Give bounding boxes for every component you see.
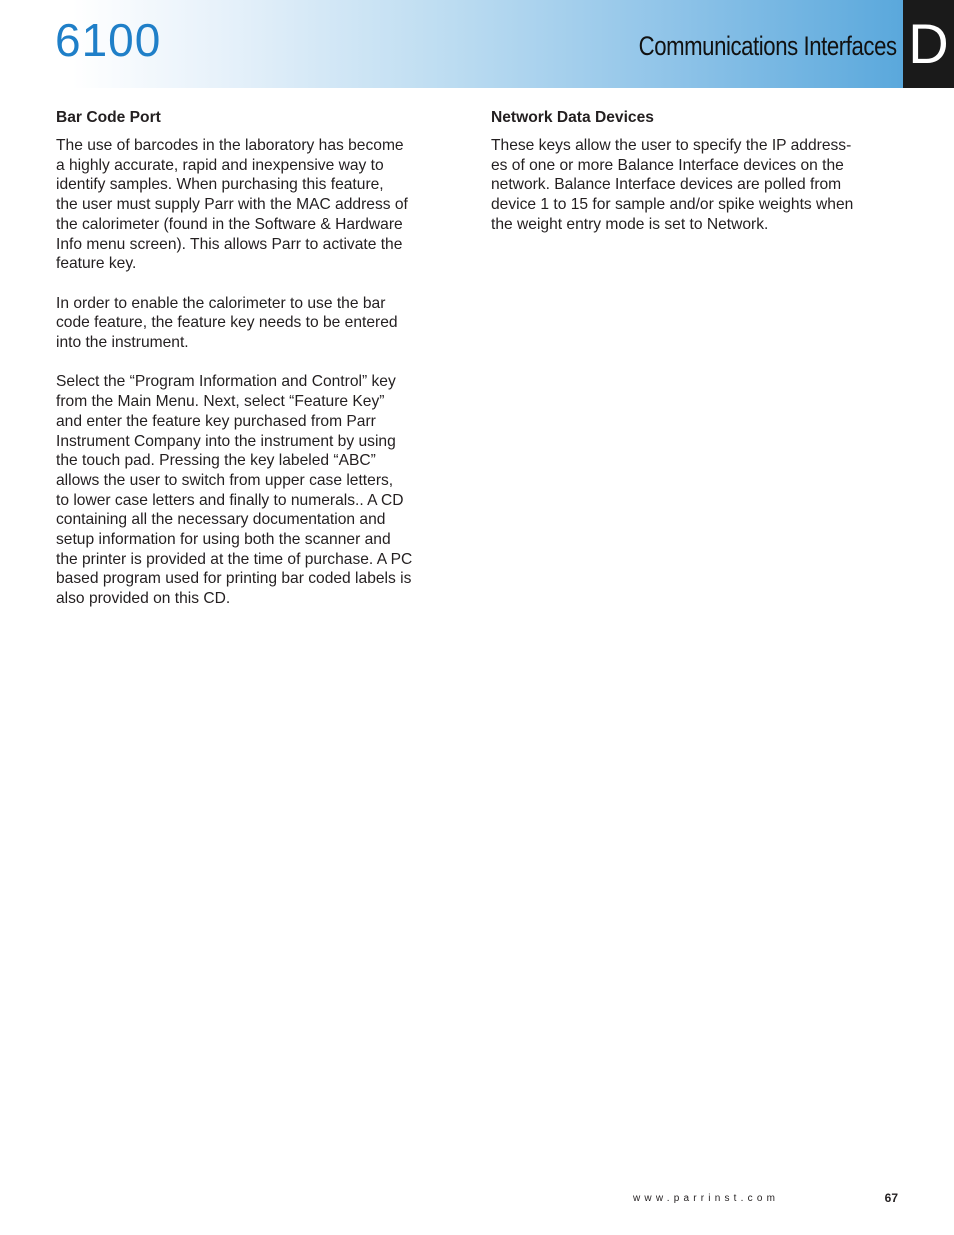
appendix-letter: D (908, 12, 949, 75)
section-title: Communications Interfaces (638, 31, 897, 61)
bar-code-paragraph-1: The use of barcodes in the laboratory has become a highly accurate, rapid and inexpensive way to identify samples. When purchasing this feature, the user must supply Parr with the MAC address of the calorimeter (found in the Software & Hardware Info menu screen). This allows Parr to activate the feature key. (56, 137, 408, 273)
model-number: 6100 (55, 14, 162, 66)
bar-code-paragraph-3: Select the “Program Information and Control” key from the Main Menu. Next, select “Feature Key” and enter the feature key purchased from Parr Instrument Company into the instrument by using the touch pad. Pressing the key labeled “ABC” allows the user to switch from upper case letters, to lower case letters and finally to numerals.. A CD containing all the necessary documentation and setup information for using both the scanner and the printer is provided at the time of purchase. A PC based program used for printing bar coded labels is also provided on this CD. (56, 373, 413, 608)
network-paragraph-1: These keys allow the user to specify the IP address- es of one or more Balance Interface devices on the network. Balance Interface devices are polled from device 1 to 15 for sample and/or spike weights when the weight entry mode is set to Network. (491, 137, 854, 233)
right-column (491, 108, 901, 254)
bar-code-paragraph-2: In order to enable the calorimeter to use the bar code feature, the feature key needs to be entered into the instrument. (56, 294, 398, 352)
appendix-tab (903, 0, 954, 88)
footer-url: www.parrinst.com (633, 1193, 780, 1204)
network-data-devices-heading: Network Data Devices (491, 109, 654, 126)
page-number: 67 (884, 1191, 898, 1205)
left-column (56, 108, 461, 629)
bar-code-port-heading: Bar Code Port (56, 109, 161, 126)
